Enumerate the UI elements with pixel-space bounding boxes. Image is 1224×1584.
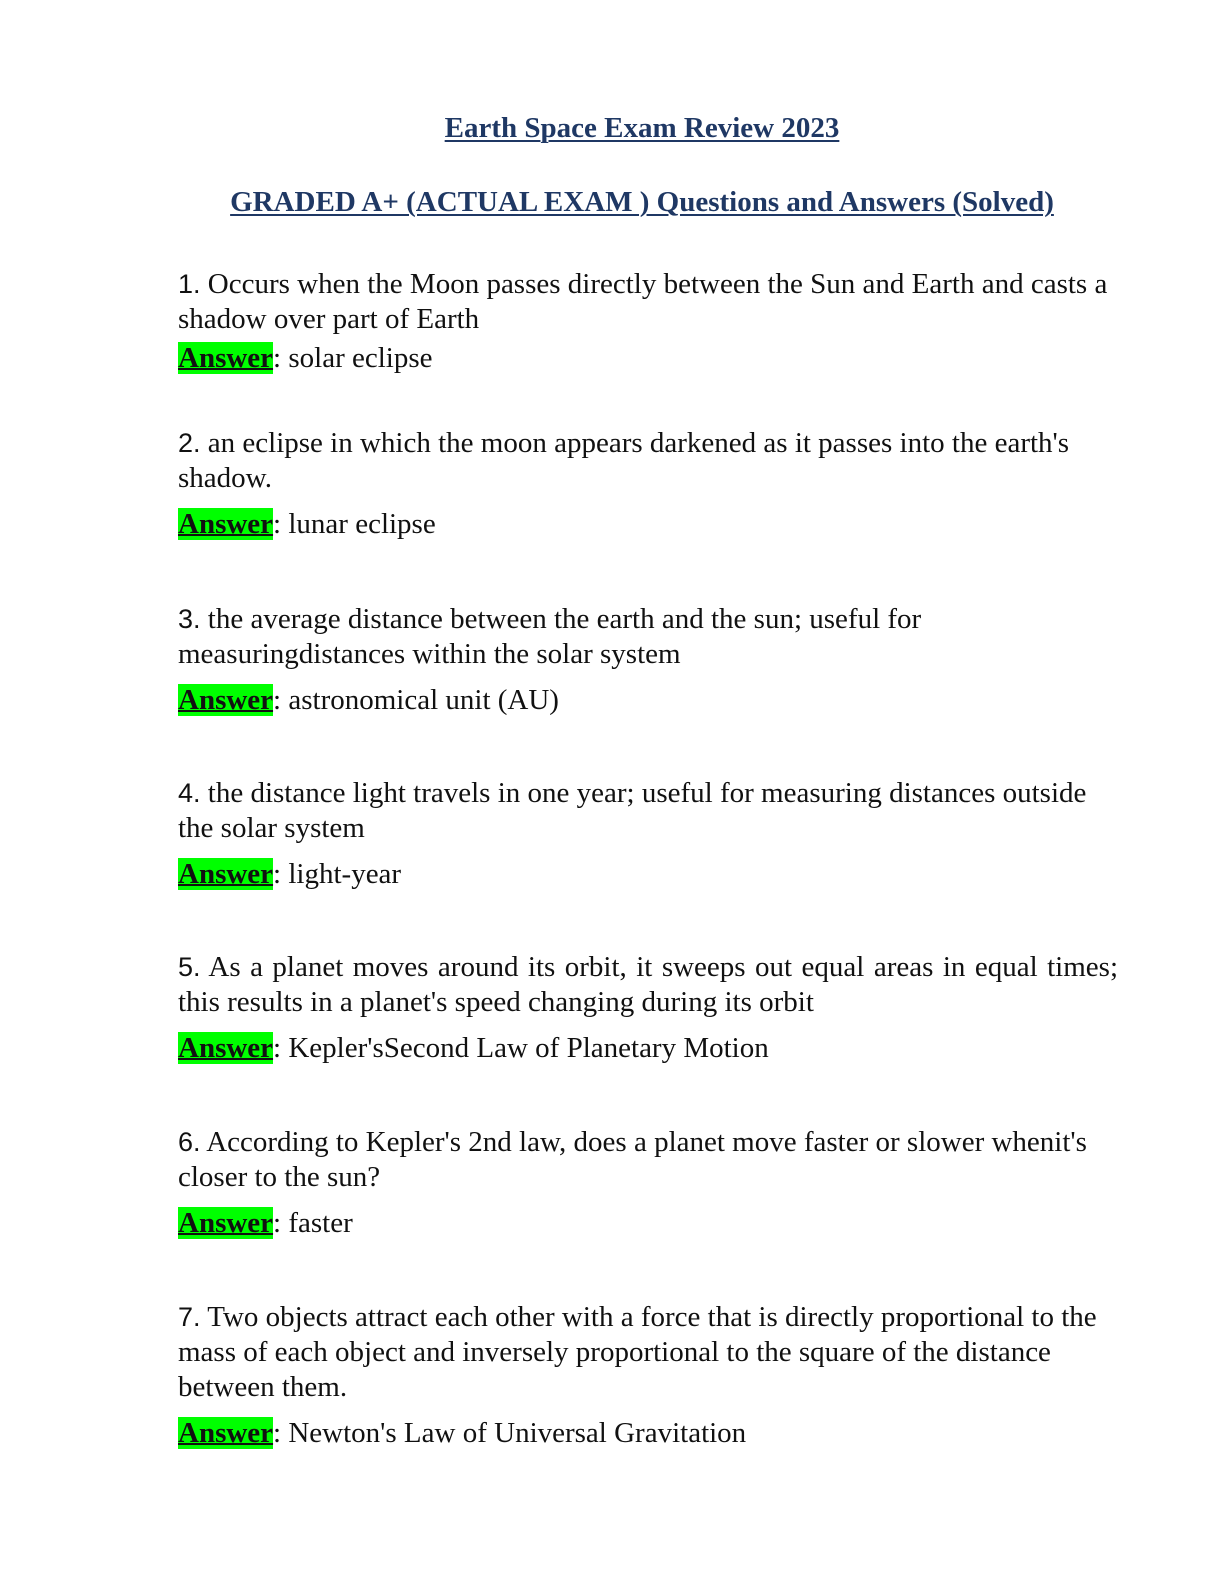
question-number: 7.	[178, 1302, 201, 1332]
question-text: an eclipse in which the moon appears darkened as it passes into the earth's shadow.	[178, 427, 1070, 494]
answer-separator: :	[273, 342, 282, 374]
answer-label: Answer	[178, 342, 274, 374]
answer-label: Answer	[178, 858, 274, 890]
answer-text: Newton's Law of Universal Gravitation	[288, 1417, 747, 1449]
answer-label: Answer	[178, 508, 274, 540]
question-7	[178, 1300, 1118, 1405]
page-title: Earth Space Exam Review 2023	[444, 112, 840, 144]
question-5	[178, 950, 1118, 1020]
question-6	[178, 1125, 1118, 1195]
question-text: Two objects attract each other with a force that is directly proportional to the mass of each object and inversely proportional to the square of the distance between them.	[178, 1301, 1097, 1403]
question-number: 6.	[178, 1127, 201, 1157]
answer-separator: :	[273, 858, 282, 890]
question-number: 2.	[178, 428, 201, 458]
question-1	[178, 267, 1118, 337]
question-text: the distance light travels in one year; useful for measuring distances outside the solar system	[178, 777, 1087, 844]
answer-text: lunar eclipse	[288, 508, 436, 540]
question-2	[178, 426, 1118, 496]
answer-label: Answer	[178, 684, 274, 716]
answer-3	[178, 683, 1118, 718]
answer-separator: :	[273, 1417, 282, 1449]
qa-item-1	[178, 267, 1118, 376]
page-subtitle: GRADED A+ (ACTUAL EXAM ) Questions and Answers (Solved)	[230, 186, 1054, 218]
answer-label: Answer	[178, 1032, 274, 1064]
answer-4	[178, 857, 1118, 892]
question-4	[178, 776, 1118, 846]
answer-5	[178, 1031, 1118, 1066]
question-text: According to Kepler's 2nd law, does a planet move faster or slower whenit's closer to the sun?	[178, 1126, 1087, 1193]
qa-item-2	[178, 426, 1118, 542]
answer-text: astronomical unit (AU)	[288, 684, 559, 716]
answer-separator: :	[273, 1207, 282, 1239]
question-number: 5.	[178, 952, 201, 982]
question-text: As a planet moves around its orbit, it sweeps out equal areas in equal times; this results in a planet's speed changing during its orbit	[178, 951, 1119, 1018]
answer-label: Answer	[178, 1417, 274, 1449]
answer-2	[178, 507, 1118, 542]
question-number: 3.	[178, 604, 201, 634]
question-number: 4.	[178, 778, 201, 808]
answer-label: Answer	[178, 1207, 274, 1239]
answer-text: Kepler'sSecond Law of Planetary Motion	[288, 1032, 769, 1064]
answer-7	[178, 1416, 1118, 1451]
answer-separator: :	[273, 684, 282, 716]
qa-item-7	[178, 1300, 1118, 1451]
answer-text: solar eclipse	[288, 342, 433, 374]
question-number: 1.	[178, 269, 201, 299]
answer-separator: :	[273, 508, 282, 540]
question-3	[178, 602, 1118, 672]
answer-6	[178, 1206, 1118, 1241]
answer-text: faster	[288, 1207, 353, 1239]
answer-1	[178, 341, 1118, 376]
qa-item-4	[178, 776, 1118, 892]
question-text: the average distance between the earth and the sun; useful for measuringdistances within the solar system	[178, 603, 922, 670]
question-text: Occurs when the Moon passes directly between the Sun and Earth and casts a shadow over part of Earth	[178, 268, 1108, 335]
answer-separator: :	[273, 1032, 282, 1064]
answer-text: light-year	[288, 858, 402, 890]
qa-item-5	[178, 950, 1118, 1066]
qa-item-6	[178, 1125, 1118, 1241]
qa-item-3	[178, 602, 1118, 718]
